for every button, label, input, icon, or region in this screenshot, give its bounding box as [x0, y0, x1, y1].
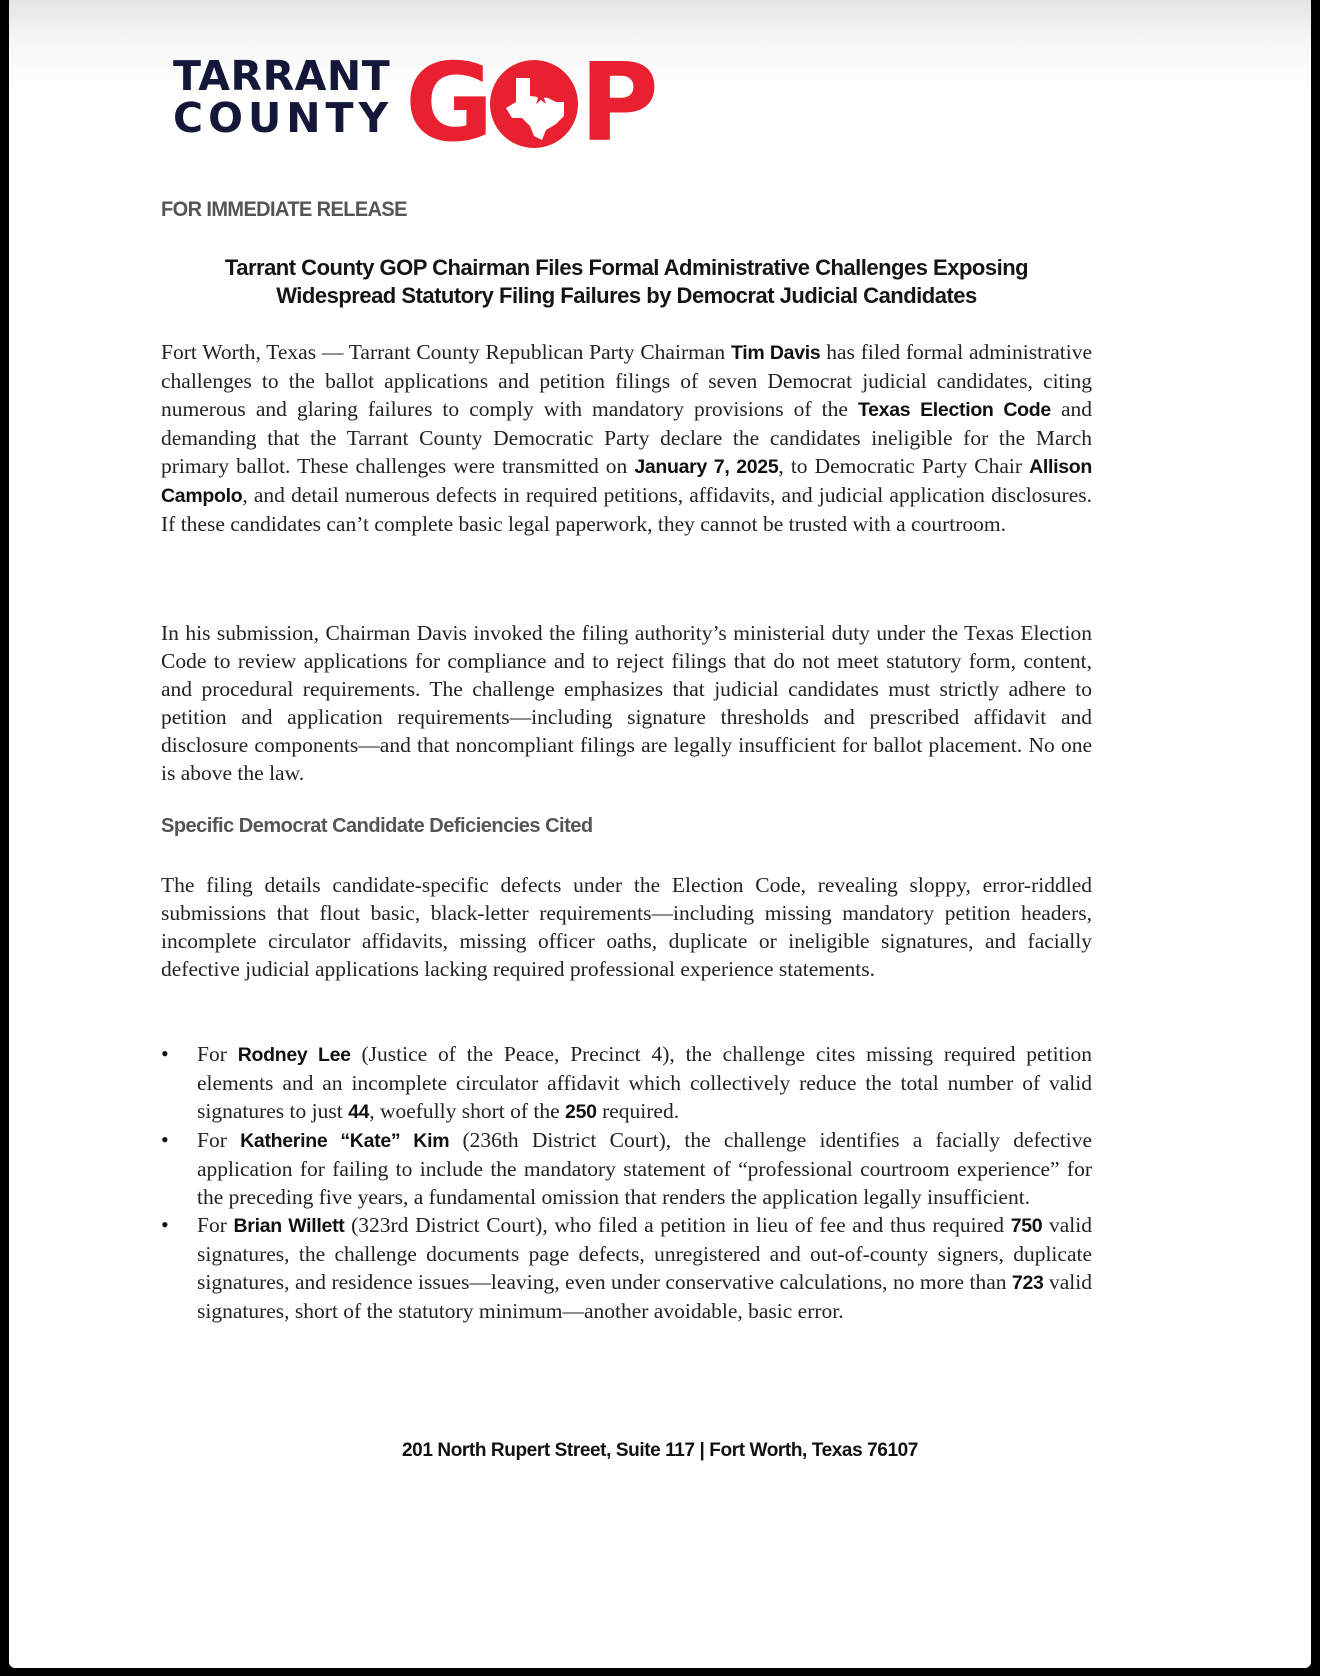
chairman-name: Tim Davis: [730, 342, 821, 364]
text: valid signatures, the challenge documents page defects, unregistered and out-of-county signers, duplicate signatures, and residence issues—leaving, even under conservative calculations, no more than: [197, 1213, 1092, 1294]
list-item-brian-willett: [161, 1211, 1092, 1325]
required-signature-count: 250: [565, 1101, 597, 1123]
release-label: FOR IMMEDIATE RELEASE: [161, 198, 407, 221]
footer-address: 201 North Rupert Street, Suite 117 | Fort Worth, Texas 76107: [402, 1440, 918, 1461]
headline: [161, 254, 1092, 310]
text: , woefully short of the: [369, 1099, 566, 1123]
text: For: [197, 1042, 238, 1066]
text: , to Democratic Party Chair: [778, 454, 1030, 478]
democratic-chair-name: Allison Campolo: [161, 456, 1092, 507]
bullet-icon: •: [161, 1212, 169, 1237]
text: For: [197, 1128, 241, 1152]
document-page: [9, 0, 1311, 1668]
text: (Justice of the Peace, Precinct 4), the challenge cites missing required petition elements and an incomplete circulator affidavit which collectively reduce the total number of valid signatures to just: [197, 1042, 1092, 1123]
logo-gop-g: G: [405, 41, 488, 166]
list-item-rodney-lee: [161, 1040, 1092, 1126]
text: (323rd District Court), who filed a petition in lieu of fee and thus required: [344, 1213, 1011, 1237]
text: Fort Worth, Texas — Tarrant County Republican Party Chairman: [161, 340, 731, 364]
tarrant-county-gop-logo: [173, 41, 653, 166]
logo-wordmark: [173, 52, 394, 142]
required-signature-count: 750: [1010, 1215, 1043, 1237]
paragraph-intro: [161, 338, 1092, 538]
valid-signature-count: 723: [1011, 1272, 1044, 1294]
logo-gop: [405, 41, 653, 166]
text: required.: [596, 1099, 680, 1123]
text: and demanding that the Tarrant County Democratic Party declare the candidates ineligible for the March primary ballot. These challenges were transmitted on: [161, 397, 1092, 478]
transmit-date: January 7, 2025: [634, 456, 779, 478]
text: (236th District Court), the challenge identifies a facially defective application for failing to include the mandatory statement of “professional courtroom experience” for the preceding five years, a fundamental omission that renders the application legally insufficient.: [197, 1128, 1092, 1209]
bullet-icon: •: [161, 1127, 169, 1152]
headline-line-1: Tarrant County GOP Chairman Files Formal Administrative Challenges Exposing: [224, 255, 1029, 280]
election-code-ref: Texas Election Code: [857, 399, 1051, 421]
candidate-deficiency-list: [161, 1040, 1092, 1325]
logo-line-county: COUNTY: [173, 94, 394, 142]
text: has filed formal administrative challenges to the ballot applications and petition filings of seven Democrat judicial candidates, citing numerous and glaring failures to comply with mandatory provisions of the: [161, 340, 1092, 421]
candidate-name: Brian Willett: [233, 1215, 345, 1237]
texas-star-icon: [486, 56, 582, 152]
paragraph-submission: In his submission, Chairman Davis invoked the filing authority’s ministerial duty under the Texas Election Code to review applications for compliance and to reject filings that do not meet statutory form, content, and procedural requirements. The challenge emphasizes that judicial candidates must strictly adhere to petition and application requirements—including signature thresholds and prescribed affidavit and disclosure components—and that noncompliant filings are legally insufficient for ballot placement. No one is above the law.: [161, 621, 1092, 785]
headline-line-2: Widespread Statutory Filing Failures by Democrat Judicial Candidates: [276, 283, 977, 308]
section-heading: Specific Democrat Candidate Deficiencies Cited: [161, 815, 593, 837]
text: valid signatures, short of the statutory minimum—another avoidable, basic error.: [197, 1270, 1092, 1323]
bullet-icon: •: [161, 1041, 169, 1066]
paragraph-defects: The filing details candidate-specific defects under the Election Code, revealing sloppy, error-riddled submissions that flout basic, black-letter requirements—including missing mandatory petition headers, incomplete circulator affidavits, missing officer oaths, duplicate or ineligible signatures, and facially defective judicial applications lacking required professional experience statements.: [161, 873, 1092, 981]
list-item-kate-kim: [161, 1126, 1092, 1211]
valid-signature-count: 44: [348, 1101, 370, 1123]
candidate-name: Katherine “Kate” Kim: [240, 1130, 450, 1152]
logo-line-tarrant: TARRANT: [173, 52, 391, 100]
text: For: [197, 1213, 234, 1237]
logo-gop-p: P: [579, 41, 653, 166]
text: , and detail numerous defects in required petitions, affidavits, and judicial application disclosures. If these candidates can’t complete basic legal paperwork, they cannot be trusted with a courtroom.: [161, 483, 1092, 536]
candidate-name: Rodney Lee: [237, 1044, 351, 1066]
